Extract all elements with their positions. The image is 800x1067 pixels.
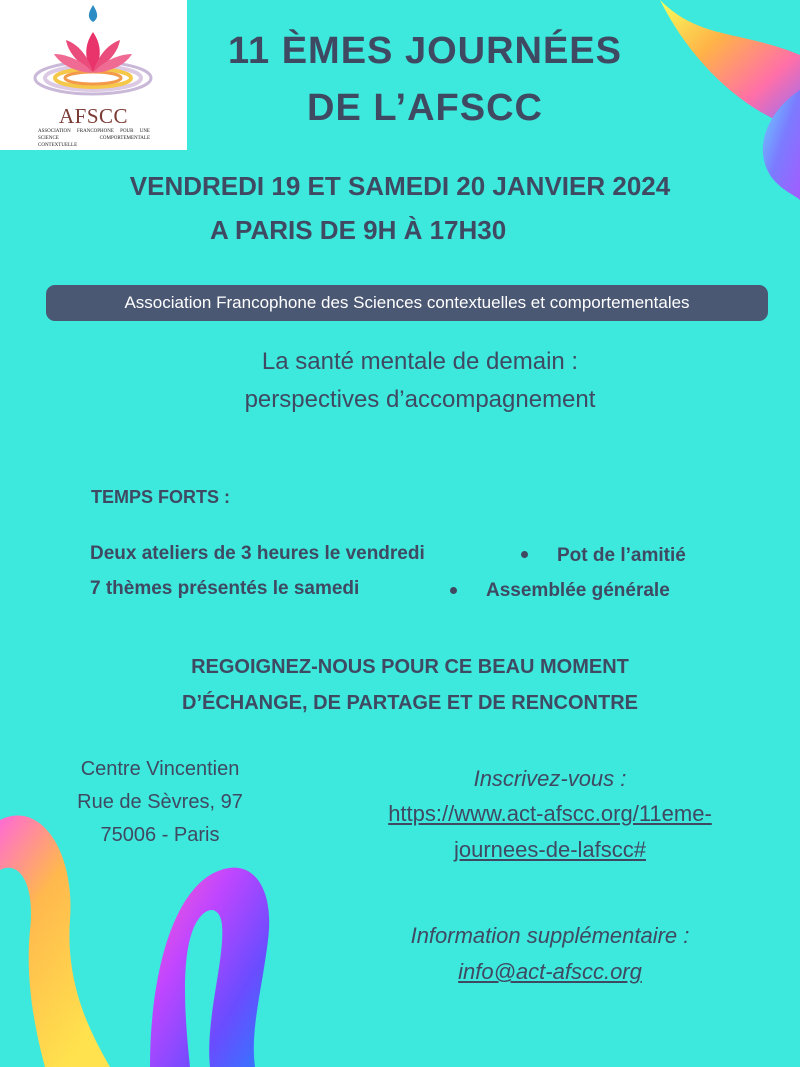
info-email-link[interactable]: info@act-afscc.org: [458, 959, 642, 984]
join-line1: REGOIGNEZ-NOUS POUR CE BEAU MOMENT: [191, 656, 629, 678]
ribbon-bottom-center: [150, 868, 269, 1067]
theme-line2: perspectives d’accompagnement: [244, 386, 596, 413]
logo-subtitle: ASSOCIATION FRANCOPHONE POUR UNE SCIENCE COMPORTEMENTALE CONTEXTUELLE: [38, 129, 150, 148]
register-label: Inscrivez-vous :: [473, 766, 627, 791]
event-dates: VENDREDI 19 ET SAMEDI 20 JANVIER 2024: [129, 171, 671, 201]
address-venue: Centre Vincentien: [80, 758, 240, 780]
event-title-line1: 11 ÈMES JOURNÉES: [227, 30, 623, 72]
event-location-hours: A PARIS DE 9H À 17H30: [210, 215, 507, 245]
association-banner: Association Francophone des Sciences contextuelles et comportementales: [46, 285, 768, 321]
register-link[interactable]: https://www.act-afscc.org/11eme-: [388, 801, 712, 826]
highlight-item: Assemblée générale: [486, 580, 670, 601]
join-line2: D’ÉCHANGE, DE PARTAGE ET DE RENCONTRE: [182, 692, 638, 714]
bullet-icon: [521, 551, 528, 558]
register-link-continued[interactable]: journees-de-lafscc#: [454, 837, 646, 862]
lotus-icon: [0, 0, 187, 110]
highlight-item: Pot de l’amitié: [557, 545, 686, 566]
info-label: Information supplémentaire :: [410, 923, 690, 948]
highlight-item: 7 thèmes présentés le samedi: [90, 578, 360, 599]
afscc-logo: [0, 0, 187, 150]
bullet-icon: [450, 587, 457, 594]
event-title-line2: DE L’AFSCC: [307, 87, 543, 129]
theme-line1: La santé mentale de demain :: [261, 348, 579, 375]
highlights-title: TEMPS FORTS :: [91, 487, 230, 507]
ribbon-bottom-left: [0, 816, 110, 1067]
highlight-item: Deux ateliers de 3 heures le vendredi: [90, 543, 425, 564]
logo-name: AFSCC: [58, 104, 129, 128]
address-city: 75006 - Paris: [100, 824, 220, 846]
address-street: Rue de Sèvres, 97: [77, 791, 243, 813]
